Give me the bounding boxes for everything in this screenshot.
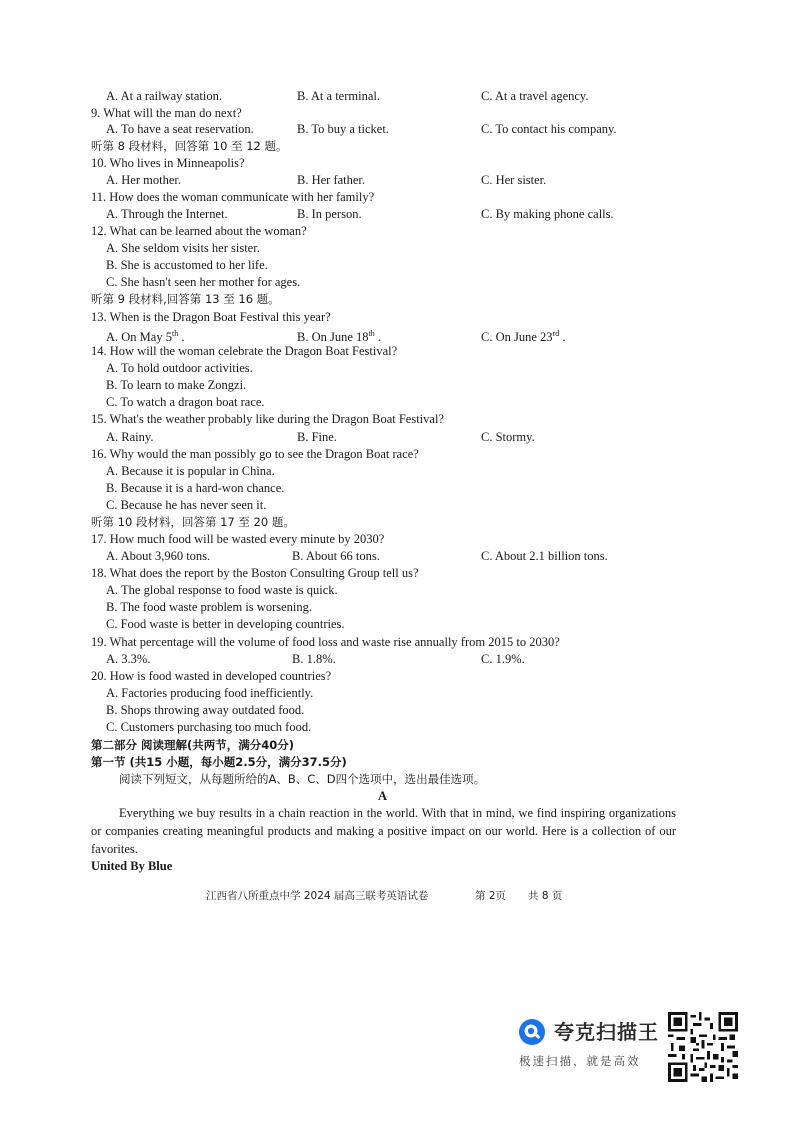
footer-page-number: 第 2页 xyxy=(475,890,507,902)
q16-stem: 16. Why would the man possibly go to see the Dragon Boat race? xyxy=(91,447,419,461)
q15-stem: 15. What's the weather probably like during the Dragon Boat Festival? xyxy=(91,412,444,426)
q9-option-c: C. To contact his company. xyxy=(481,122,617,136)
q11-option-a: A. Through the Internet. xyxy=(106,207,228,221)
q12-option-a: A. She seldom visits her sister. xyxy=(106,241,260,255)
q16-option-a: A. Because it is popular in China. xyxy=(106,464,275,478)
qr-code-icon xyxy=(668,1012,738,1082)
section-9-instruction: 听第 9 段材料,回答第 13 至 16 题。 xyxy=(91,292,280,306)
passage-subheading: United By Blue xyxy=(91,859,173,873)
q10-option-b: B. Her father. xyxy=(297,173,366,187)
q17-option-b: B. About 66 tons. xyxy=(292,549,380,563)
q11-stem: 11. How does the woman communicate with her family? xyxy=(91,190,375,204)
q13-option-a-period: . xyxy=(178,330,185,345)
section-10-instruction: 听第 10 段材料，回答第 17 至 20 题。 xyxy=(91,515,295,529)
q17-option-c: C. About 2.1 billion tons. xyxy=(481,549,608,563)
q18-option-a: A. The global response to food waste is quick. xyxy=(106,583,338,597)
q14-option-a: A. To hold outdoor activities. xyxy=(106,361,253,375)
q13-option-b-text: B. On June 18 xyxy=(297,330,369,345)
q19-stem: 19. What percentage will the volume of food loss and waste rise annually from 2015 to 2030? xyxy=(91,635,560,649)
quark-logo-icon xyxy=(517,1017,547,1047)
watermark-title: 夸克扫描王 xyxy=(554,1020,659,1044)
q15-option-b: B. Fine. xyxy=(297,430,337,444)
q14-stem: 14. How will the woman celebrate the Dragon Boat Festival? xyxy=(91,344,398,358)
scanner-watermark xyxy=(517,1012,747,1074)
q14-option-c: C. To watch a dragon boat race. xyxy=(106,395,265,409)
watermark-tagline: 极速扫描，就是高效 xyxy=(519,1054,641,1068)
q8-option-a: A. At a railway station. xyxy=(106,89,222,103)
q12-stem: 12. What can be learned about the woman? xyxy=(91,224,307,238)
part2-section1-heading: 第一节 (共15 小题，每小题2.5分，满分37.5分) xyxy=(91,755,347,769)
q13-option-c-period: . xyxy=(559,330,566,345)
q11-option-b: B. In person. xyxy=(297,207,362,221)
reading-instruction: 阅读下列短文，从每题所给的A、B、C、D四个选项中，选出最佳选项。 xyxy=(119,772,486,786)
q19-option-a: A. 3.3%. xyxy=(106,652,151,666)
q13-option-c-text: C. On June 23 xyxy=(481,330,553,345)
q9-stem: 9. What will the man do next? xyxy=(91,106,242,120)
q15-option-a: A. Rainy. xyxy=(106,430,154,444)
q17-option-a: A. About 3,960 tons. xyxy=(106,549,211,563)
q15-option-c: C. Stormy. xyxy=(481,430,535,444)
q12-option-c: C. She hasn't seen her mother for ages. xyxy=(106,275,301,289)
q18-stem: 18. What does the report by the Boston Consulting Group tell us? xyxy=(91,566,419,580)
passage-paragraph: Everything we buy results in a chain reaction in the world. With that in mind, we find inspiring organizations or companies creating meaningful products and making a positive impact on our world. Here is a collection of our favorites. xyxy=(91,806,676,856)
q10-option-a: A. Her mother. xyxy=(106,173,181,187)
q20-option-c: C. Customers purchasing too much food. xyxy=(106,720,312,734)
q16-option-c: C. Because he has never seen it. xyxy=(106,498,267,512)
q10-option-c: C. Her sister. xyxy=(481,173,547,187)
part2-heading: 第二部分 阅读理解(共两节，满分40分) xyxy=(91,738,295,752)
q19-option-b: B. 1.8%. xyxy=(292,652,336,666)
footer-total-pages: 共 8 页 xyxy=(528,890,563,902)
q11-option-c: C. By making phone calls. xyxy=(481,207,614,221)
q12-option-b: B. She is accustomed to her life. xyxy=(106,258,268,272)
q13-option-b-sup: th xyxy=(368,329,375,338)
q13-option-b-period: . xyxy=(374,330,382,345)
q14-option-b: B. To learn to make Zongzi. xyxy=(106,378,247,392)
footer-exam-title: 江西省八所重点中学 2024 届高三联考英语试卷 xyxy=(206,890,429,902)
q18-option-b: B. The food waste problem is worsening. xyxy=(106,600,312,614)
q20-option-b: B. Shops throwing away outdated food. xyxy=(106,703,305,717)
q9-option-a: A. To have a seat reservation. xyxy=(106,122,254,136)
q17-stem: 17. How much food will be wasted every minute by 2030? xyxy=(91,532,385,546)
q19-option-c: C. 1.9%. xyxy=(481,652,525,666)
q13-option-c-sup: rd xyxy=(552,329,560,338)
q10-stem: 10. Who lives in Minneapolis? xyxy=(91,156,245,170)
q9-option-b: B. To buy a ticket. xyxy=(297,122,389,136)
q13-option-a-sup: th xyxy=(171,329,179,338)
q16-option-b: B. Because it is a hard-won chance. xyxy=(106,481,285,495)
q20-option-a: A. Factories producing food inefficiently. xyxy=(106,686,314,700)
q13-option-a-text: A. On May 5 xyxy=(106,330,172,345)
q8-option-c: C. At a travel agency. xyxy=(481,89,589,103)
q20-stem: 20. How is food wasted in developed countries? xyxy=(91,669,332,683)
section-8-instruction: 听第 8 段材料，回答第 10 至 12 题。 xyxy=(91,139,288,153)
q13-option-c xyxy=(481,326,565,345)
q8-option-b: B. At a terminal. xyxy=(297,89,380,103)
passage-letter: A xyxy=(378,789,388,803)
q18-option-c: C. Food waste is better in developing countries. xyxy=(106,617,345,631)
q13-stem: 13. When is the Dragon Boat Festival this year? xyxy=(91,310,331,324)
